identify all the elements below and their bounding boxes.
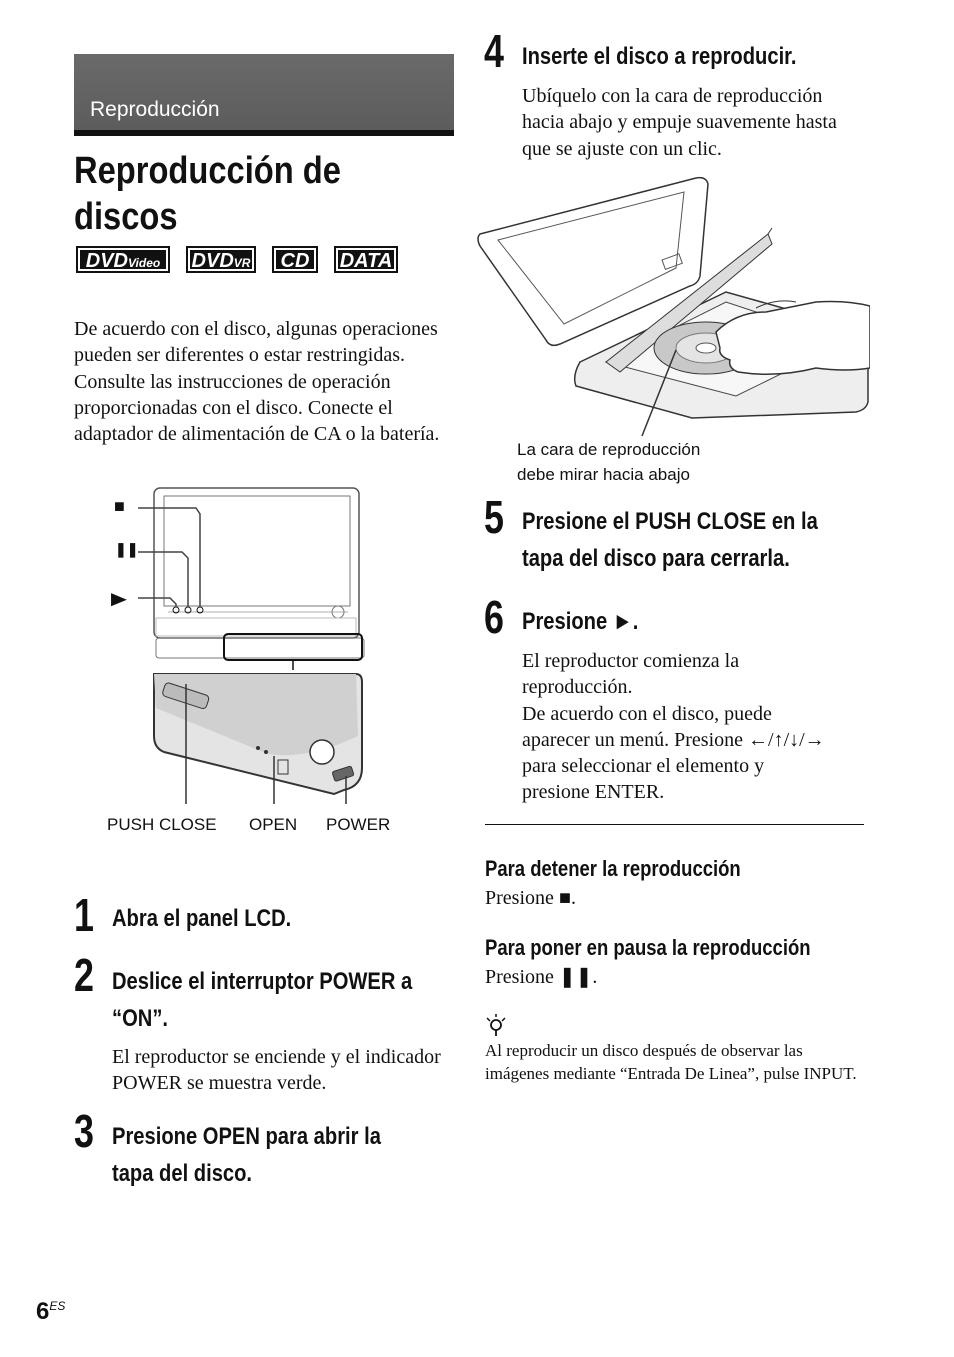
label-open: OPEN (249, 815, 298, 834)
step-6-body-line1: El reproductor comienza la (522, 650, 740, 672)
label-power: POWER (326, 815, 391, 834)
step-4-title: Inserte el disco a reproducir. (522, 43, 797, 70)
pause-heading: Para poner en pausa la reproducción (485, 935, 811, 960)
divider-rule (485, 824, 864, 825)
page-number-value: 6 (36, 1298, 50, 1325)
page-number (36, 1298, 65, 1326)
step-3-title-line2: tapa del disco. (112, 1160, 253, 1187)
badge-cd: CD (272, 246, 318, 273)
badge-data: DATA (334, 246, 398, 273)
step-6-body-line3: De acuerdo con el disco, puede (522, 702, 772, 725)
disc-caption-line1: La cara de reproducción (517, 440, 701, 459)
player-controls-figure (105, 486, 368, 806)
step-6-body-line2: reproducción. (522, 676, 633, 699)
step-3-number: 3 (74, 1105, 94, 1157)
step-6-number: 6 (484, 591, 504, 643)
disc-insert-illustration (476, 172, 870, 442)
step-2-body: El reproductor se enciende y el indicador POWER se muestra verde. (112, 1046, 441, 1095)
page-title: Reproducción de discos (74, 150, 341, 238)
step-2-title-line1: Deslice el interruptor POWER a (112, 968, 413, 995)
pause-symbol: ❚❚ (115, 543, 139, 558)
label-push-close: PUSH CLOSE (107, 815, 217, 834)
tip-lightbulb-icon (485, 1014, 509, 1038)
step-6-body-line4: aparecer un menú. Presione ←/↑/↓/→ (522, 728, 825, 751)
step-6-title: Presione ►. (522, 608, 639, 635)
step-2-number: 2 (74, 949, 94, 1001)
stop-body: Presione ■. (485, 887, 576, 909)
step-6-body-line5: para seleccionar el elemento y (522, 755, 765, 778)
section-header-bar (74, 54, 454, 136)
badge-dvd-vr: DVDVR (186, 246, 256, 273)
step-5-title-line2: tapa del disco para cerrarla. (522, 545, 790, 572)
section-label: Reproducción (90, 98, 220, 121)
stop-symbol: ■ (114, 496, 125, 516)
step-4-body: Ubíquelo con la cara de reproducción hacia abajo y empuje suavemente hasta que se ajuste con un clic. (522, 85, 837, 160)
step-3-title-line1: Presione OPEN para abrir la (112, 1123, 381, 1150)
stop-heading: Para detener la reproducción (485, 856, 741, 881)
disc-insert-figure (476, 172, 870, 442)
badge-dvd-video: DVDVideo (76, 246, 170, 273)
step-6-body (522, 648, 867, 806)
step-5-number: 5 (484, 491, 504, 543)
player-illustration (105, 486, 368, 806)
step-1-title: Abra el panel LCD. (112, 905, 292, 932)
step-1-number: 1 (74, 889, 94, 941)
disc-caption-line2: debe mirar hacia abajo (517, 465, 690, 484)
intro-paragraph: De acuerdo con el disco, algunas operaciones pueden ser diferentes o estar restringidas. Consulte las instrucciones de operación proporcionadas con el disco. Conecte el adaptador de alimentación de CA o la batería. (74, 318, 440, 446)
pause-body: Presione ❚❚. (485, 966, 598, 988)
disc-caption (517, 437, 700, 487)
play-symbol: ► (105, 586, 132, 611)
tip-text: Al reproducir un disco después de observar las imágenes mediante “Entrada De Linea”, pulse INPUT. (485, 1041, 857, 1083)
step-4-number: 4 (484, 25, 504, 77)
step-5-title-line1: Presione el PUSH CLOSE en la (522, 508, 818, 535)
step-6-body-line6: presione ENTER. (522, 781, 665, 804)
page-language-suffix: ES (49, 1299, 66, 1313)
step-2-title-line2: “ON”. (112, 1005, 169, 1032)
